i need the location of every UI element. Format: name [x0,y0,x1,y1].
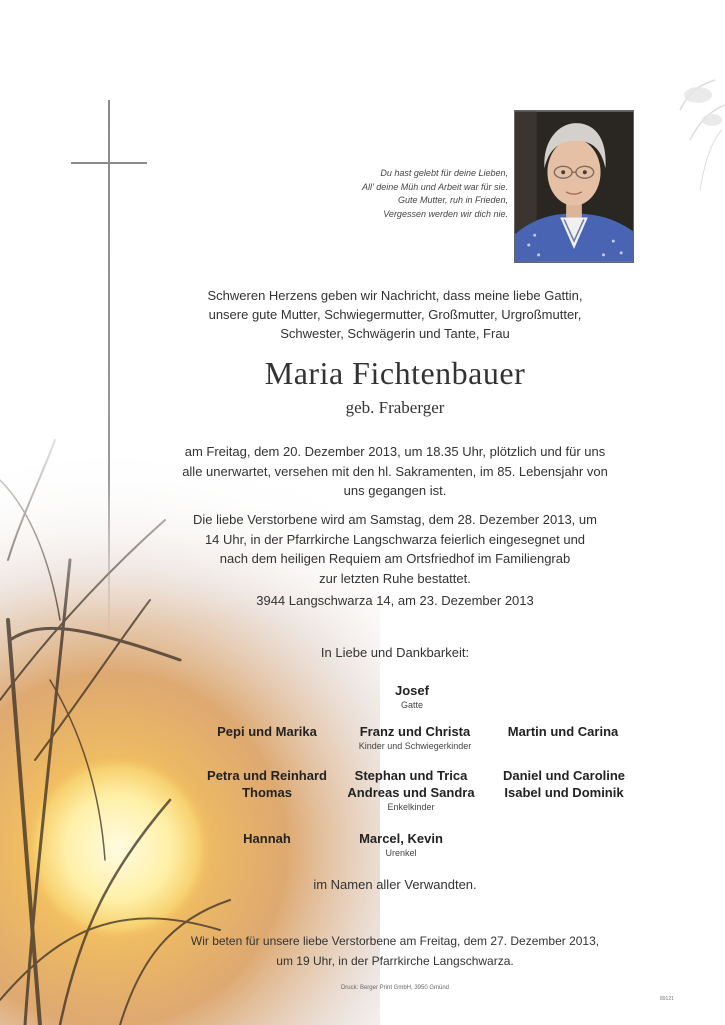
funeral-line: nach dem heiligen Requiem am Ortsfriedhof im Familiengrab [219,551,571,566]
intro-line: unsere gute Mutter, Schwiegermutter, Großmutter, Urgroßmutter, [208,307,582,322]
deceased-name: Maria Fichtenbauer [264,355,526,391]
poem-line: Du hast gelebt für deine Lieben, [380,168,508,178]
grandchild-names: Petra und Reinhard [207,768,327,783]
poem-line: All' deine Müh und Arbeit war für sie. [362,181,508,192]
great-grandchild-names: Marcel, Kevin [359,831,443,846]
spouse-name: Josef [395,683,429,698]
prayer-note-line: um 19 Uhr, in der Pfarrkirche Langschwarza. [276,954,514,968]
prayer-note [150,931,640,971]
poem-line: Gute Mutter, ruh in Frieden, [397,195,508,205]
child-entry-right [478,723,648,740]
grandchild-names: Isabel und Dominik [504,785,624,800]
grandchildren-role: Enkelkinder [387,802,435,812]
memorial-poem [268,167,508,221]
document-code: 89121 [660,996,674,1002]
grandchildren-right [479,767,649,801]
grandchild-names: Andreas und Sandra [347,785,475,800]
funeral-line: zur letzten Ruhe bestattet. [319,570,471,586]
gratitude-heading: In Liebe und Dankbarkeit: [320,645,470,660]
signoff: im Namen aller Verwandten. [313,877,477,892]
funeral-line: Die liebe Verstorbene wird am Samstag, dem 28. Dezember 2013, um [193,512,597,527]
place-and-date: 3944 Langschwarza 14, am 23. Dezember 2013 [256,593,534,608]
funeral-details [150,510,640,588]
death-notice-line: am Freitag, dem 20. Dezember 2013, um 18.35 Uhr, plötzlich und für uns [184,444,606,459]
grandchild-names: Daniel und Caroline [502,768,626,783]
great-grandchildren-role: Urenkel [385,848,417,858]
child-names: Pepi und Marika [217,724,317,739]
funeral-line: 14 Uhr, in der Pfarrkirche Langschwarza feierlich eingesegnet und [204,531,586,547]
death-notice-line: uns gegangen ist. [343,483,447,498]
cross-horizontal-beam [71,162,147,164]
intro-line: Schwester, Schwägerin und Tante, Frau [280,326,510,341]
death-notice-line: alle unerwartet, versehen mit den hl. Sakramenten, im 85. Lebensjahr von [182,463,608,479]
cross-vertical-beam [108,100,110,640]
spouse-role: Gatte [400,700,423,710]
spouse-entry [327,682,497,711]
announcement-intro [150,286,640,343]
great-grandchild-name: Hannah [243,831,291,846]
death-notice [150,442,640,501]
maiden-name: geb. Fraberger [345,398,445,417]
grandchild-names: Thomas [242,785,292,800]
grandchildren-center [326,767,496,813]
intro-line: Schweren Herzens geben wir Nachricht, dass meine liebe Gattin, [207,288,583,303]
printer-credit: Druck: Berger Print GmbH, 3950 Gmünd [340,985,450,991]
child-entry-left [182,723,352,740]
children-role: Kinder und Schwiegerkinder [358,741,472,751]
great-grandchild-center [316,830,486,859]
child-names: Franz und Christa [359,724,471,739]
grandchild-names: Stephan und Trica [354,768,468,783]
poem-line: Vergessen werden wir dich nie. [383,208,508,219]
child-names: Martin und Carina [507,724,619,739]
child-entry-center [330,723,500,752]
prayer-note-line: Wir beten für unsere liebe Verstorbene am Freitag, dem 27. Dezember 2013, [190,934,600,948]
portrait-photo [514,110,634,263]
